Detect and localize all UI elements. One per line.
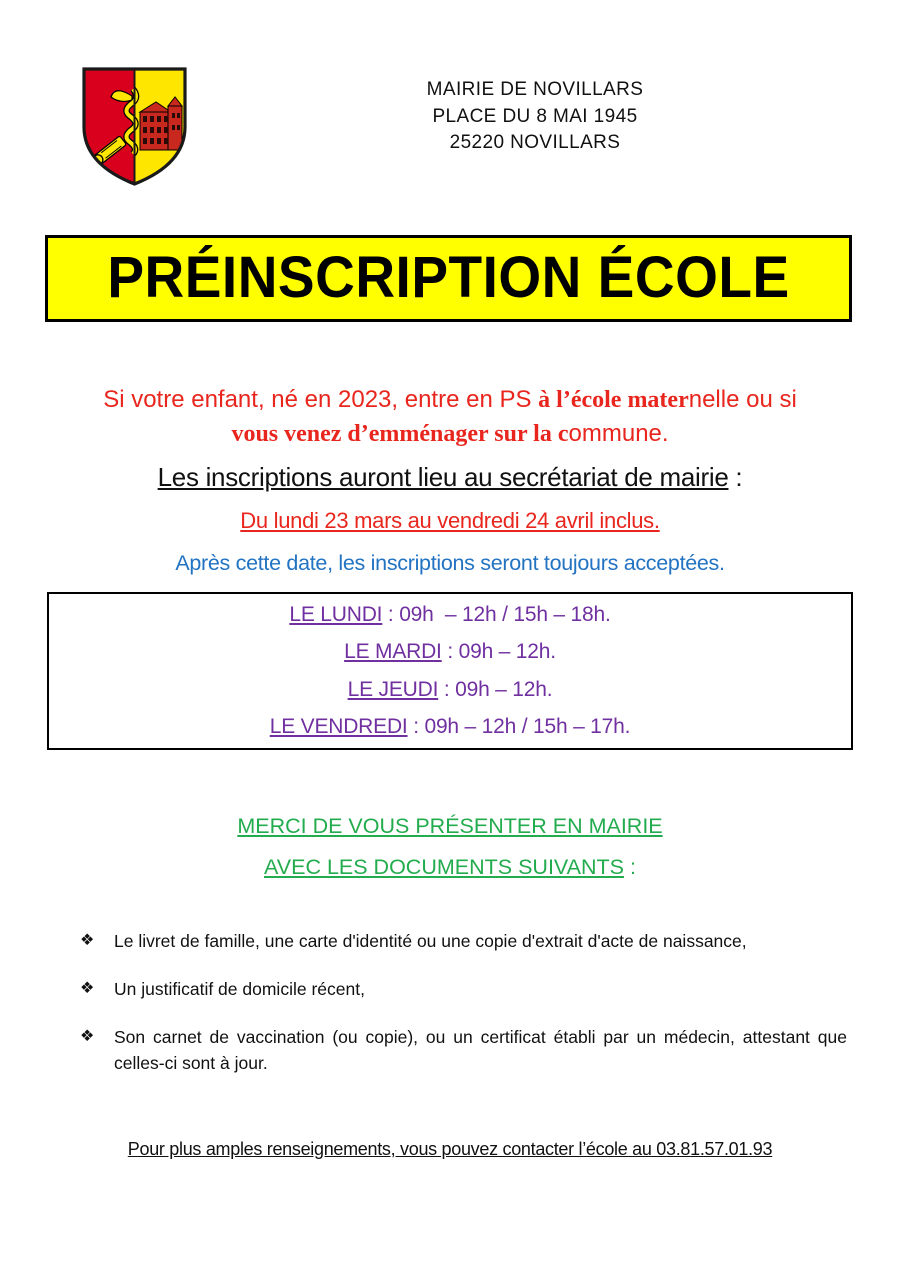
documents-heading-colon: : xyxy=(624,855,636,879)
documents-heading-text-1: MERCI DE VOUS PRÉSENTER EN MAIRIE xyxy=(237,814,663,838)
registration-period-text: Du lundi 23 mars au vendredi 24 avril inclus. xyxy=(240,508,660,533)
town-hall-address xyxy=(335,77,735,157)
document-item-text: Un justificatif de domicile récent, xyxy=(114,979,365,999)
day-label: LE MARDI xyxy=(344,640,442,664)
document-item xyxy=(80,928,847,954)
intro-line1-serif: à l’école mater xyxy=(538,387,689,413)
intro-line2-sans: ommune. xyxy=(568,420,669,447)
opening-hours-box xyxy=(47,592,853,750)
day-label: LE LUNDI xyxy=(289,602,383,626)
address-line-2: PLACE DU 8 MAI 1945 xyxy=(432,105,638,127)
document-item-text: Son carnet de vaccination (ou copie), ou un certificat établi par un médecin, attestant que celles-ci sont à jour. xyxy=(114,1027,847,1073)
document-item xyxy=(80,976,847,1002)
location-heading xyxy=(0,462,900,493)
title-banner xyxy=(45,235,852,322)
coat-of-arms-icon xyxy=(78,63,191,190)
diamond-bullet-icon: ❖ xyxy=(80,1028,95,1045)
diamond-bullet-icon: ❖ xyxy=(80,932,95,949)
documents-heading-line-2 xyxy=(0,847,900,888)
schedule-row-friday xyxy=(49,710,851,744)
contact-footer-text: Pour plus amples renseignements, vous pouvez contacter l’école au 03.81.57.01.93 xyxy=(127,1139,773,1159)
hours-text: : 09h – 12h. xyxy=(438,677,553,701)
intro-line-1 xyxy=(0,383,900,417)
schedule-row-thursday xyxy=(49,673,851,707)
intro-paragraph xyxy=(0,383,900,451)
day-label: LE JEUDI xyxy=(347,677,439,701)
diamond-bullet-icon: ❖ xyxy=(80,980,95,997)
intro-line1-sans: Si votre enfant, né en 2023, entre en PS xyxy=(103,386,539,413)
documents-heading-line-1 xyxy=(0,806,900,847)
hours-text: : 09h – 12h / 15h – 17h. xyxy=(407,715,631,739)
documents-heading xyxy=(0,806,900,888)
novillars-coat-of-arms xyxy=(78,63,191,190)
late-registration-note: Après cette date, les inscriptions seront toujours acceptées. xyxy=(175,551,725,575)
hours-text: : 09h – 12h. xyxy=(441,640,556,664)
document-item-text: Le livret de famille, une carte d'identité ou une copie d'extrait d'acte de naissance, xyxy=(114,931,747,951)
address-line-1: MAIRIE DE NOVILLARS xyxy=(426,79,644,100)
schedule-row-monday xyxy=(49,598,851,632)
intro-line1-sans-end: nelle ou si xyxy=(688,386,797,413)
contact-footer xyxy=(0,1139,900,1160)
registration-period xyxy=(0,508,900,534)
intro-line2-serif: vous venez d’emménager sur la c xyxy=(231,421,569,447)
hours-text: : 09h – 12h / 15h – 18h. xyxy=(382,602,611,626)
document-item xyxy=(80,1024,847,1076)
address-line-3: 25220 NOVILLARS xyxy=(449,132,621,153)
page-title: PRÉINSCRIPTION ÉCOLE xyxy=(107,244,790,310)
documents-list xyxy=(80,928,847,1098)
location-heading-colon: : xyxy=(728,462,743,492)
day-label: LE VENDREDI xyxy=(269,715,408,739)
location-heading-text: Les inscriptions auront lieu au secrétariat de mairie xyxy=(157,462,729,492)
schedule-row-tuesday xyxy=(49,635,851,669)
documents-heading-text-2: AVEC LES DOCUMENTS SUIVANTS xyxy=(264,855,625,879)
intro-line-2 xyxy=(0,417,900,451)
